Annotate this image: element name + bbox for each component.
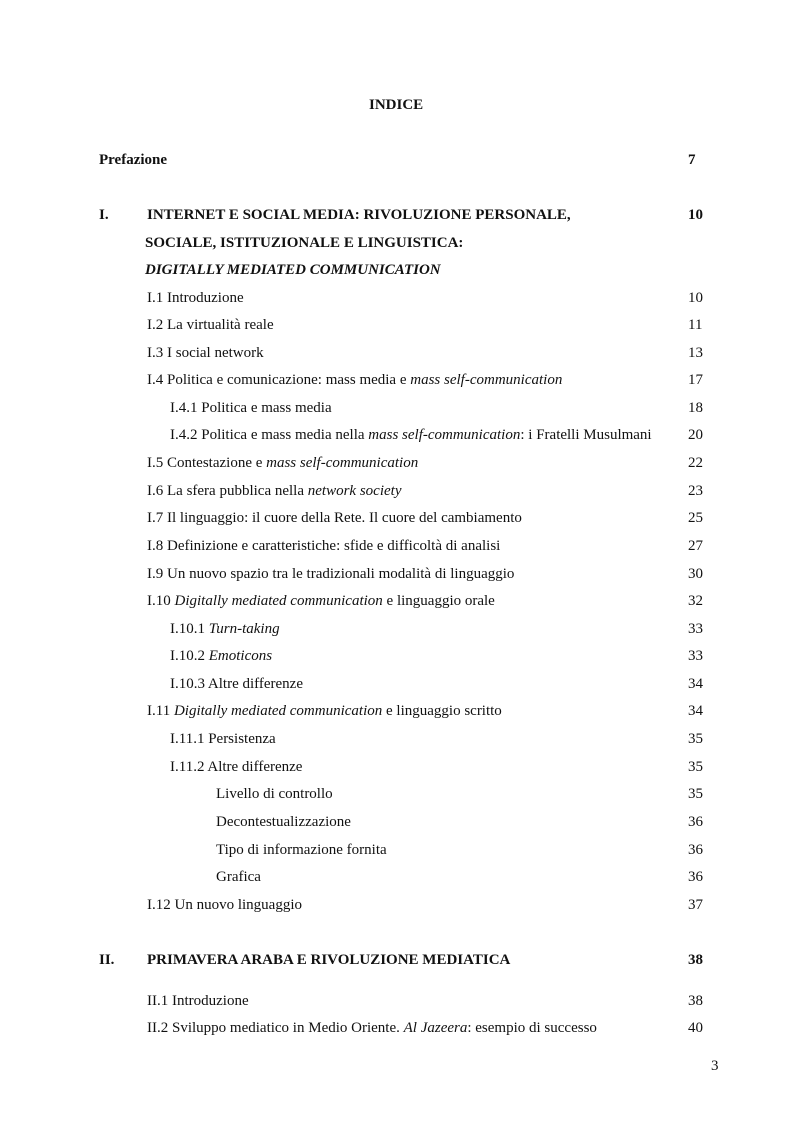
toc-page: 18 bbox=[688, 400, 703, 416]
toc-entry: Tipo di informazione fornita bbox=[216, 842, 387, 858]
toc-entry: I.4 Politica e comunicazione: mass media e mass self-communication bbox=[147, 372, 563, 388]
toc-entry: I.11.2 Altre differenze bbox=[170, 759, 303, 775]
toc-page: 30 bbox=[688, 566, 703, 582]
toc-entry: Livello di controllo bbox=[216, 786, 333, 802]
toc-page: 32 bbox=[688, 593, 703, 609]
toc-entry: I.11 Digitally mediated communication e linguaggio scritto bbox=[147, 703, 502, 719]
toc-entry: I.1 Introduzione bbox=[147, 290, 244, 306]
toc-page: 36 bbox=[688, 842, 703, 858]
toc-page: 35 bbox=[688, 731, 703, 747]
toc-entry: I.7 Il linguaggio: il cuore della Rete. Il cuore del cambiamento bbox=[147, 510, 522, 526]
toc-entry: I.6 La sfera pubblica nella network society bbox=[147, 483, 402, 499]
toc-page: 36 bbox=[688, 814, 703, 830]
toc-entry: I.4.2 Politica e mass media nella mass self-communication: i Fratelli Musulmani bbox=[170, 427, 652, 443]
toc-page: 35 bbox=[688, 759, 703, 775]
toc-page: 27 bbox=[688, 538, 703, 554]
toc-entry: I.10.2 Emoticons bbox=[170, 648, 273, 664]
chapter1-title-line1: INTERNET E SOCIAL MEDIA: RIVOLUZIONE PERSONALE, bbox=[147, 207, 571, 223]
toc-page: 34 bbox=[688, 703, 703, 719]
toc-entry: I.11.1 Persistenza bbox=[170, 731, 276, 747]
toc-entry: I.4.1 Politica e mass media bbox=[170, 400, 332, 416]
toc-page: 11 bbox=[688, 317, 703, 333]
toc-entry: I.2 La virtualità reale bbox=[147, 317, 274, 333]
toc-page: 36 bbox=[688, 869, 703, 885]
chapter1-page: 10 bbox=[688, 207, 703, 223]
toc-entry: II.1 Introduzione bbox=[147, 993, 249, 1009]
toc-entry: I.10.3 Altre differenze bbox=[170, 676, 304, 692]
toc-entry: I.10.1 Turn-taking bbox=[170, 621, 280, 637]
toc-page: 23 bbox=[688, 483, 703, 499]
toc-page: 33 bbox=[688, 648, 703, 664]
chapter1-title-line2: SOCIALE, ISTITUZIONALE E LINGUISTICA: bbox=[145, 235, 464, 251]
toc-page: 20 bbox=[688, 427, 703, 443]
toc-heading: INDICE bbox=[369, 97, 424, 113]
toc-entry: I.12 Un nuovo linguaggio bbox=[147, 897, 302, 913]
toc-entry: Decontestualizzazione bbox=[216, 814, 351, 830]
toc-page: 13 bbox=[688, 345, 703, 361]
toc-entry: I.5 Contestazione e mass self-communication bbox=[147, 455, 419, 471]
chapter2-page: 38 bbox=[688, 952, 703, 968]
toc-entry: I.8 Definizione e caratteristiche: sfide e difficoltà di analisi bbox=[147, 538, 501, 554]
toc-page: 34 bbox=[688, 676, 703, 692]
toc-page: 35 bbox=[688, 786, 703, 802]
preface-page: 7 bbox=[688, 152, 696, 168]
toc-entry: I.9 Un nuovo spazio tra le tradizionali modalità di linguaggio bbox=[147, 566, 515, 582]
toc-entry: II.2 Sviluppo mediatico in Medio Oriente. Al Jazeera: esempio di successo bbox=[147, 1020, 597, 1036]
toc-page: 10 bbox=[688, 290, 703, 306]
chapter2-roman: II. bbox=[99, 952, 115, 968]
chapter1-roman: I. bbox=[99, 207, 109, 223]
toc-entry: I.10 Digitally mediated communication e linguaggio orale bbox=[147, 593, 495, 609]
toc-page: 22 bbox=[688, 455, 703, 471]
chapter2-title: PRIMAVERA ARABA E RIVOLUZIONE MEDIATICA bbox=[147, 952, 511, 968]
toc-entry: I.3 I social network bbox=[147, 345, 264, 361]
chapter1-title-line3: DIGITALLY MEDIATED COMMUNICATION bbox=[145, 262, 441, 278]
toc-page: 40 bbox=[688, 1020, 703, 1036]
toc-page: 38 bbox=[688, 993, 703, 1009]
preface-label: Prefazione bbox=[99, 152, 168, 168]
toc-page: 25 bbox=[688, 510, 703, 526]
toc-entry: Grafica bbox=[216, 869, 261, 885]
toc-page: 17 bbox=[688, 372, 703, 388]
toc-page: 33 bbox=[688, 621, 703, 637]
toc-page: 37 bbox=[688, 897, 703, 913]
page-number: 3 bbox=[711, 1058, 719, 1074]
